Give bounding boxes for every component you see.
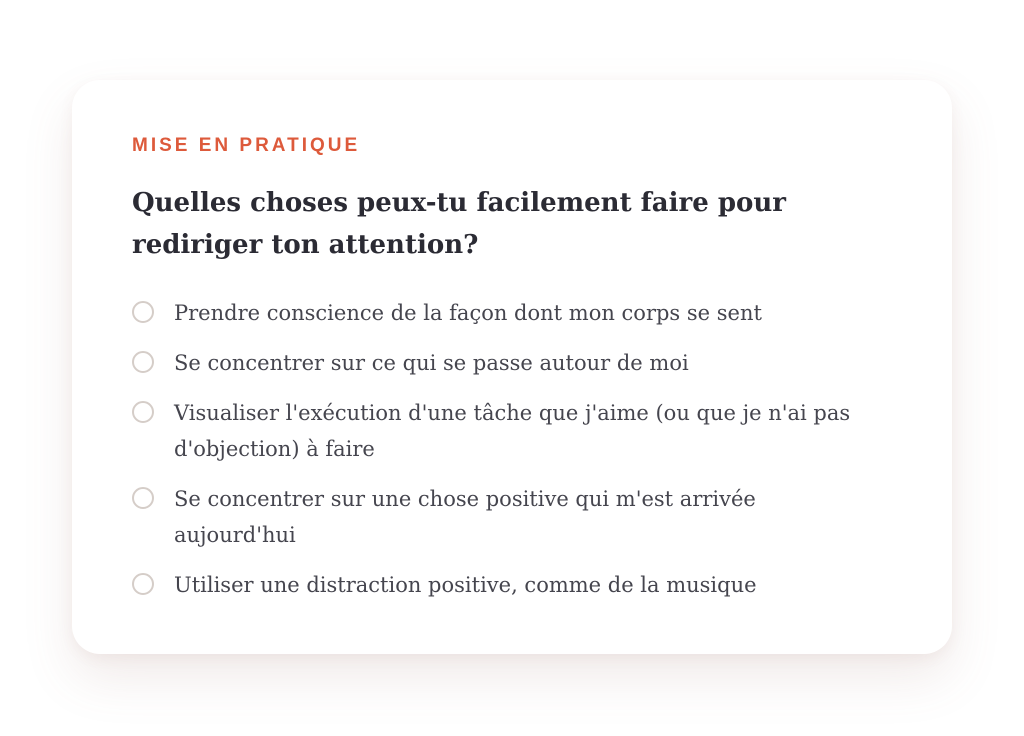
section-eyebrow: MISE EN PRATIQUE bbox=[132, 135, 361, 156]
option-label: Utiliser une distraction positive, comme de la musique bbox=[174, 573, 757, 597]
radio-button[interactable] bbox=[132, 301, 154, 323]
radio-button[interactable] bbox=[132, 487, 154, 509]
option-item[interactable] bbox=[132, 295, 892, 331]
option-label: Se concentrer sur une chose positive qui m'est arrivée aujourd'hui bbox=[174, 487, 756, 547]
option-label: Visualiser l'exécution d'une tâche que j'aime (ou que je n'ai pas d'objection) à faire bbox=[174, 401, 851, 461]
radio-button[interactable] bbox=[132, 401, 154, 423]
question-card bbox=[72, 80, 952, 654]
option-item[interactable] bbox=[132, 481, 892, 553]
radio-button[interactable] bbox=[132, 573, 154, 595]
radio-button[interactable] bbox=[132, 351, 154, 373]
option-item[interactable] bbox=[132, 395, 892, 467]
question-title: Quelles choses peux-tu facilement faire pour rediriger ton attention? bbox=[132, 188, 786, 260]
option-label: Se concentrer sur ce qui se passe autour de moi bbox=[174, 351, 689, 375]
option-item[interactable] bbox=[132, 345, 892, 381]
option-item[interactable] bbox=[132, 567, 892, 603]
options-list bbox=[132, 295, 892, 603]
option-label: Prendre conscience de la façon dont mon corps se sent bbox=[174, 301, 762, 325]
